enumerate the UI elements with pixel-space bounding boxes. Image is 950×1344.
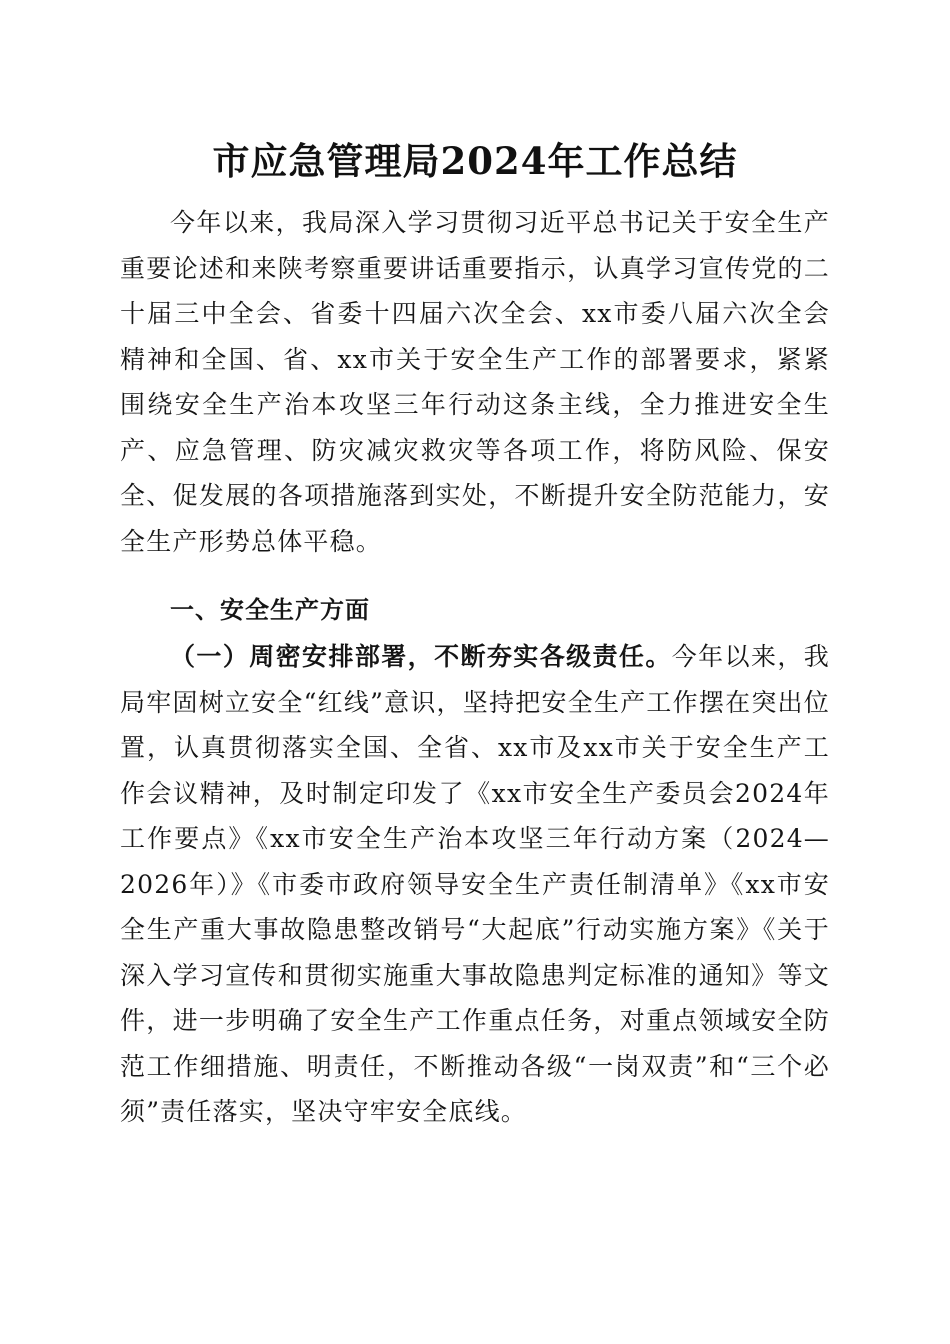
section-item-lead: （一）周密安排部署，不断夯实各级责任。 bbox=[170, 642, 672, 671]
section-item-body: 今年以来，我局牢固树立安全“红线”意识，坚持把安全生产工作摆在突出位置，认真贯彻落实全国、全省、xx市及xx市关于安全生产工作会议精神，及时制定印发了《xx市安全生产委员会2024年工作要点》《xx市安全生产治本攻坚三年行动方案（2024—2026年）》《市委市政府领导安全生产责任制清单》《xx市安全生产重大事故隐患整改销号“大起底”行动实施方案》《关于深入学习宣传和贯彻实施重大事故隐患判定标准的通知》等文件，进一步明确了安全生产工作重点任务，对重点领域安全防范工作细措施、明责任，不断推动各级“一岗双责”和“三个必须”责任落实，坚决守牢安全底线。 bbox=[120, 642, 830, 1126]
section-heading: 一、安全生产方面 bbox=[170, 596, 370, 624]
section-item-paragraph bbox=[120, 634, 830, 1135]
intro-block bbox=[120, 200, 830, 564]
document-title: 市应急管理局2024年工作总结 bbox=[212, 139, 738, 183]
section-item-block bbox=[120, 634, 830, 1135]
intro-paragraph: 今年以来，我局深入学习贯彻习近平总书记关于安全生产重要论述和来陕考察重要讲话重要指示，认真学习宣传党的二十届三中全会、省委十四届六次全会、xx市委八届六次全会精神和全国、省、xx市关于安全生产工作的部署要求，紧紧围绕安全生产治本攻坚三年行动这条主线，全力推进安全生产、应急管理、防灾减灾救灾等各项工作，将防风险、保安全、促发展的各项措施落到实处，不断提升安全防范能力，安全生产形势总体平稳。 bbox=[120, 208, 830, 556]
